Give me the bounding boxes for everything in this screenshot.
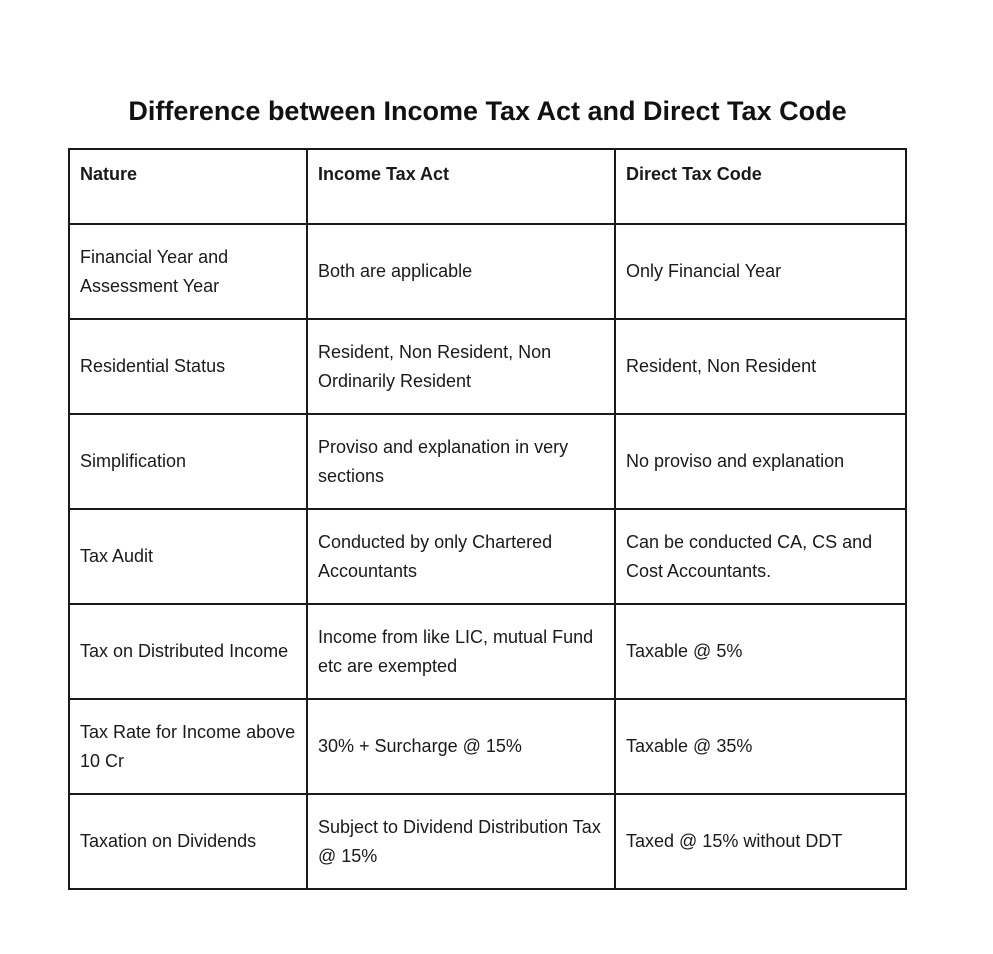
income-tax-act-cell: Conducted by only Chartered Accountants: [307, 509, 615, 604]
table-row: [69, 699, 906, 794]
header-direct-tax-code: Direct Tax Code: [615, 149, 906, 224]
nature-cell: Taxation on Dividends: [69, 794, 307, 889]
income-tax-act-cell: Both are applicable: [307, 224, 615, 319]
table-row: [69, 414, 906, 509]
table-row: [69, 319, 906, 414]
direct-tax-code-cell: Resident, Non Resident: [615, 319, 906, 414]
direct-tax-code-cell: No proviso and explanation: [615, 414, 906, 509]
direct-tax-code-cell: Taxed @ 15% without DDT: [615, 794, 906, 889]
nature-cell: Simplification: [69, 414, 307, 509]
header-nature: Nature: [69, 149, 307, 224]
direct-tax-code-cell: Can be conducted CA, CS and Cost Accountants.: [615, 509, 906, 604]
direct-tax-code-cell: Taxable @ 5%: [615, 604, 906, 699]
nature-cell: Tax Rate for Income above 10 Cr: [69, 699, 307, 794]
income-tax-act-cell: Subject to Dividend Distribution Tax @ 15%: [307, 794, 615, 889]
header-income-tax-act: Income Tax Act: [307, 149, 615, 224]
nature-cell: Residential Status: [69, 319, 307, 414]
table-row: [69, 794, 906, 889]
income-tax-act-cell: Income from like LIC, mutual Fund etc are exempted: [307, 604, 615, 699]
nature-cell: Tax Audit: [69, 509, 307, 604]
income-tax-act-cell: 30% + Surcharge @ 15%: [307, 699, 615, 794]
table-row: [69, 509, 906, 604]
table-header-row: [69, 149, 906, 224]
direct-tax-code-cell: Taxable @ 35%: [615, 699, 906, 794]
table-row: [69, 604, 906, 699]
direct-tax-code-cell: Only Financial Year: [615, 224, 906, 319]
nature-cell: Tax on Distributed Income: [69, 604, 307, 699]
income-tax-act-cell: Resident, Non Resident, Non Ordinarily Resident: [307, 319, 615, 414]
nature-cell: Financial Year and Assessment Year: [69, 224, 307, 319]
table-row: [69, 224, 906, 319]
income-tax-act-cell: Proviso and explanation in very sections: [307, 414, 615, 509]
comparison-table: [68, 148, 907, 890]
document-title: Difference between Income Tax Act and Direct Tax Code: [128, 96, 847, 126]
